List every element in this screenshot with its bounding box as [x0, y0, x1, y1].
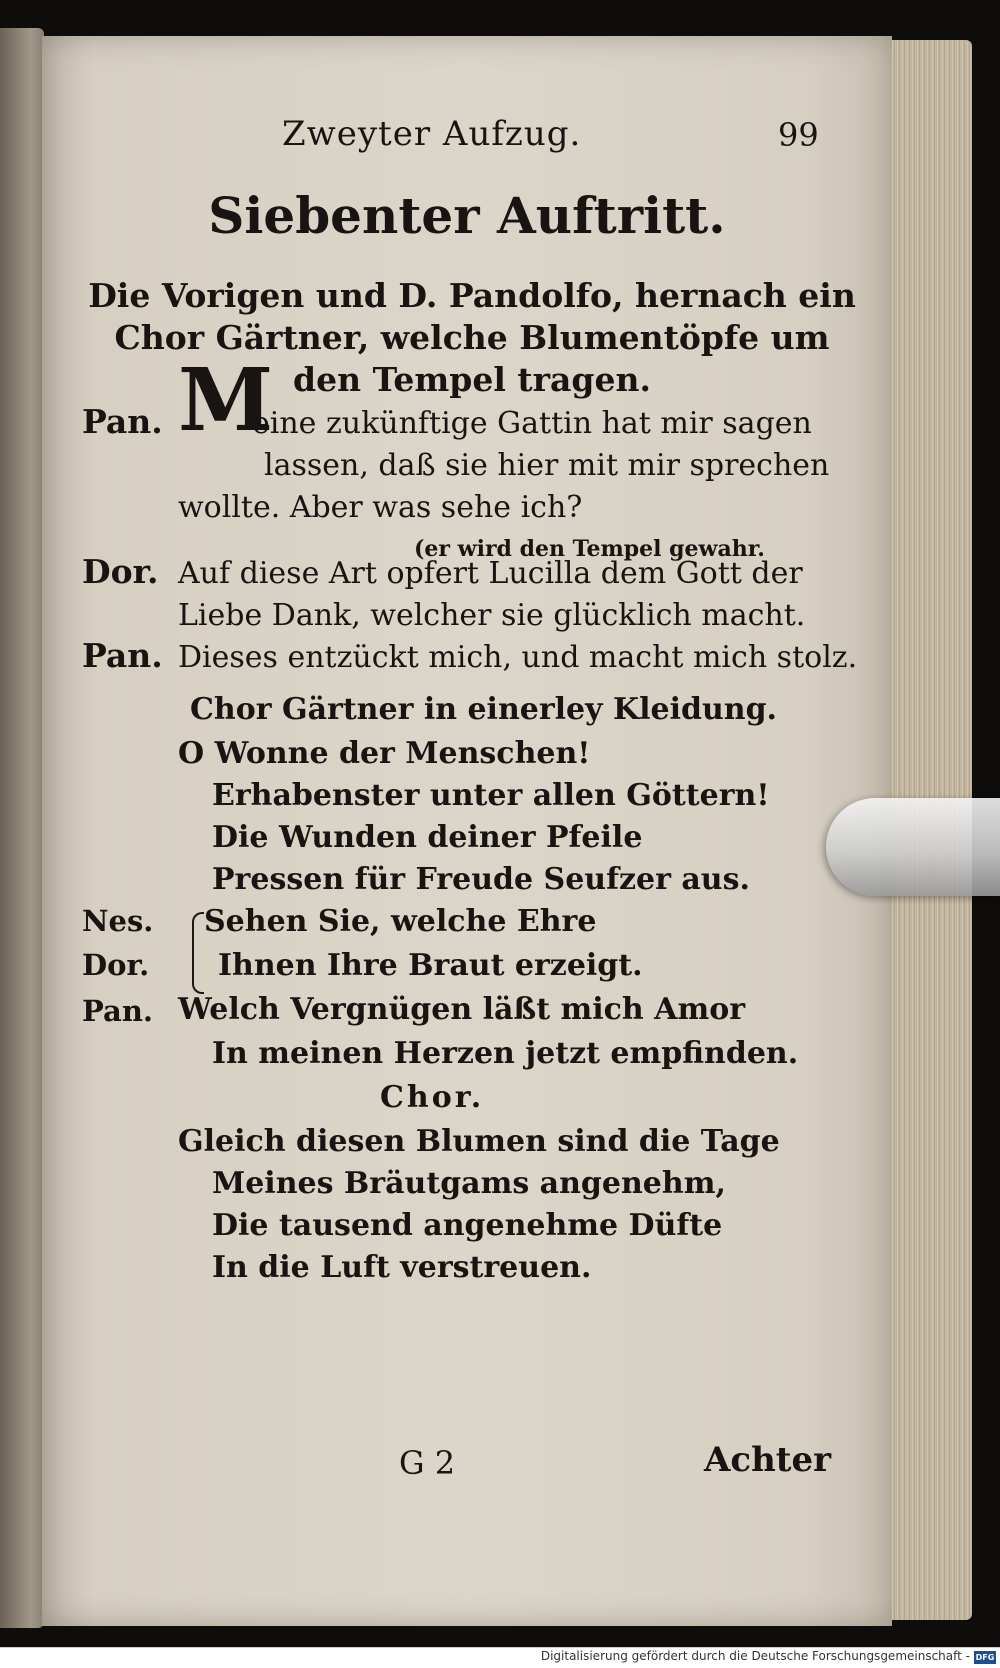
stage-direction: (er wird den Tempel gewahr.	[414, 536, 765, 562]
verse-line: Erhabenster unter allen Göttern!	[212, 778, 770, 813]
stage-direction-line: Die Vorigen und D. Pandolfo, hernach ein	[88, 276, 856, 315]
dialogue-line: eine zukünftige Gattin hat mir sagen	[252, 406, 812, 441]
stage-direction-line: den Tempel tragen.	[293, 360, 651, 399]
dialogue-line: Dieses entzückt mich, und macht mich stolz.	[178, 640, 858, 675]
chorus-heading: Chor.	[380, 1080, 485, 1115]
scene-title: Siebenter Auftritt.	[208, 186, 726, 245]
catchword: Achter	[704, 1440, 832, 1480]
speaker-label: Nes.	[82, 904, 154, 938]
verse-line: Welch Vergnügen läßt mich Amor	[178, 992, 746, 1027]
chorus-heading: Chor Gärtner in einerley Kleidung.	[190, 692, 777, 727]
verse-line: Die tausend angenehme Düfte	[212, 1208, 723, 1243]
verse-line: Meines Bräutgams angenehm,	[212, 1166, 726, 1201]
bracket	[192, 912, 204, 994]
verse-line: Ihnen Ihre Braut erzeigt.	[218, 948, 643, 983]
dialogue-line: Liebe Dank, welcher sie glücklich macht.	[178, 598, 806, 633]
signature-mark: G 2	[399, 1444, 456, 1482]
verse-line: Pressen für Freude Seufzer aus.	[212, 862, 750, 897]
page-clip	[826, 798, 1000, 896]
credit-bar	[0, 1647, 1000, 1668]
verse-line: In meinen Herzen jetzt empfinden.	[212, 1036, 799, 1071]
verse-line: Die Wunden deiner Pfeile	[212, 820, 643, 855]
speaker-label: Pan.	[82, 402, 163, 441]
speaker-label: Dor.	[82, 948, 150, 982]
speaker-label: Pan.	[82, 636, 163, 675]
dialogue-line: Auf diese Art opfert Lucilla dem Gott der	[178, 556, 803, 591]
dfg-logo: DFG	[975, 1653, 995, 1662]
verse-line: Gleich diesen Blumen sind die Tage	[178, 1124, 780, 1159]
facing-page-edge	[0, 28, 44, 1628]
verse-line: O Wonne der Menschen!	[178, 736, 591, 771]
dialogue-line: wollte. Aber was sehe ich?	[178, 490, 583, 525]
speaker-label: Dor.	[82, 552, 159, 591]
credit-text: Digitalisierung gefördert durch die Deutsche Forschungsgemeinschaft -	[540, 1649, 970, 1663]
page-number: 99	[778, 116, 819, 154]
speaker-label: Pan.	[82, 994, 153, 1028]
book-page	[42, 36, 892, 1626]
verse-line: In die Luft verstreuen.	[212, 1250, 592, 1285]
dialogue-line: lassen, daß sie hier mit mir sprechen	[264, 448, 830, 483]
running-title: Zweyter Aufzug.	[282, 114, 582, 154]
verse-line: Sehen Sie, welche Ehre	[204, 904, 597, 939]
drop-cap: M	[178, 350, 274, 451]
stage-direction-line: Chor Gärtner, welche Blumentöpfe um	[114, 318, 830, 357]
